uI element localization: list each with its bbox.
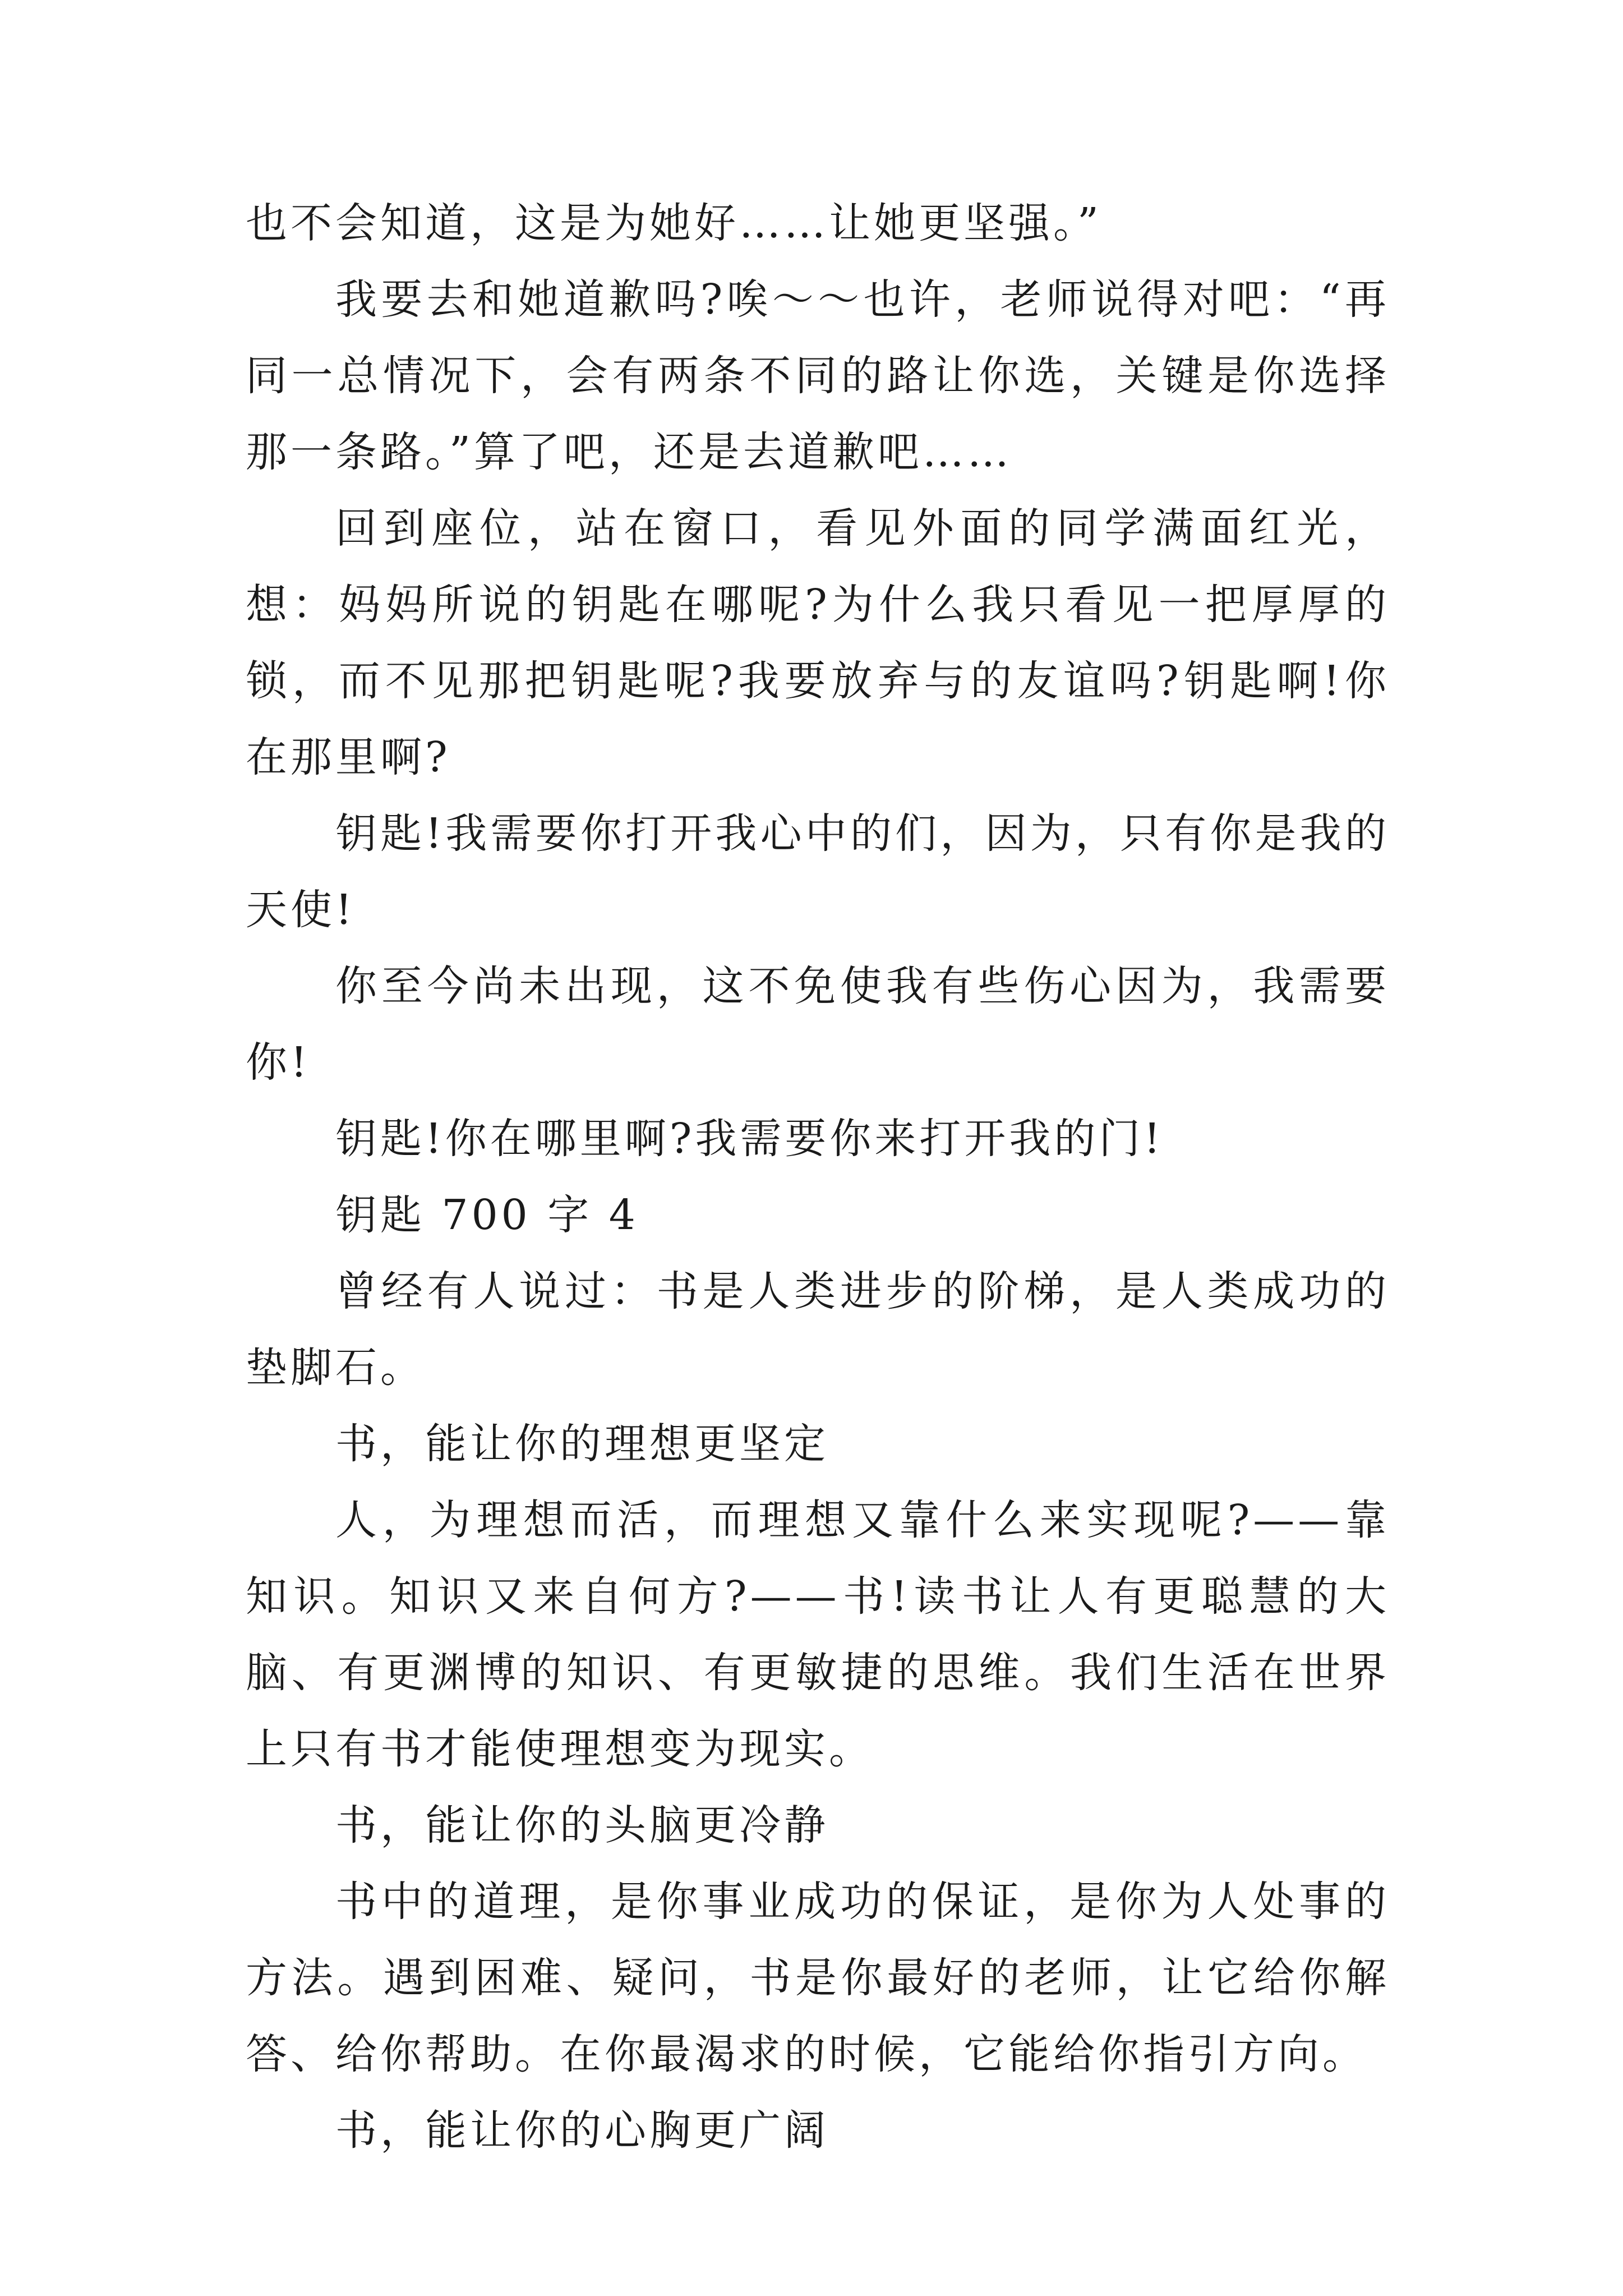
paragraph: 书中的道理，是你事业成功的保证，是你为人处事的方法。遇到困难、疑问，书是你最好的老师，让它给你解答、给你帮助。在你最渴求的时候，它能给你指引方向。 <box>246 1878 1390 2078</box>
paragraph: 回到座位，站在窗口，看见外面的同学满面红光，想：妈妈所说的钥匙在哪呢?为什么我只看见一把厚厚的锁，而不见那把钥匙呢?我要放弃与的友谊吗?钥匙啊!你在那里啊? <box>246 504 1390 781</box>
paragraph: 人，为理想而活，而理想又靠什么来实现呢?——靠知识。知识又来自何方?——书!读书让人有更聪慧的大脑、有更渊博的知识、有更敏捷的思维。我们生活在世界上只有书才能使理想变为现实。 <box>246 1496 1390 1773</box>
paragraph: 也不会知道，这是为她好……让她更坚强。” <box>246 199 1102 247</box>
subheading: 书，能让你的理想更坚定 <box>335 1420 829 1468</box>
subheading: 书，能让你的头脑更冷静 <box>335 1801 829 1849</box>
document-body <box>246 185 1390 2169</box>
paragraph: 我要去和她道歉吗?唉～～也许，老师说得对吧：“再同一总情况下，会有两条不同的路让你选，关键是你选择那一条路。”算了吧，还是去道歉吧…… <box>246 275 1390 476</box>
section-heading: 钥匙 700 字 4 <box>335 1191 639 1239</box>
paragraph: 曾经有人说过：书是人类进步的阶梯，是人类成功的垫脚石。 <box>246 1267 1390 1392</box>
paragraph: 钥匙!我需要你打开我心中的们，因为，只有你是我的天使! <box>246 809 1390 934</box>
subheading: 书，能让你的心胸更广阔 <box>335 2106 829 2155</box>
paragraph: 你至今尚未出现，这不免使我有些伤心因为，我需要你! <box>246 962 1390 1087</box>
paragraph: 钥匙!你在哪里啊?我需要你来打开我的门! <box>335 1115 1164 1163</box>
